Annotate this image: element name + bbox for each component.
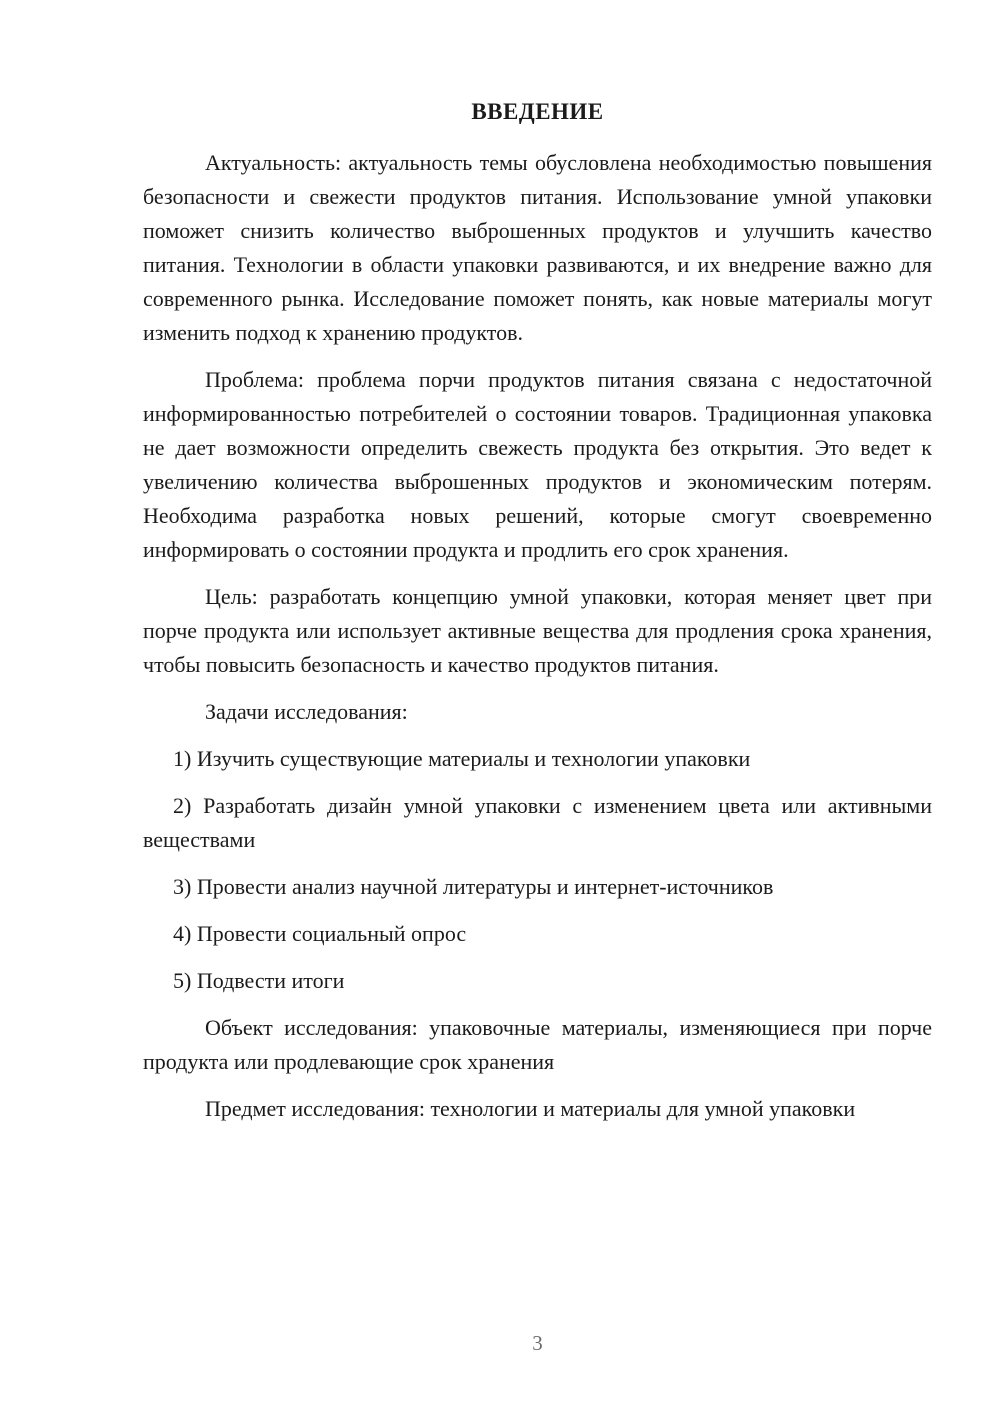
task-item-2: 2) Разработать дизайн умной упаковки с изменением цвета или активными веществами xyxy=(143,793,932,852)
paragraph-research-object: Объект исследования: упаковочные материалы, изменяющиеся при порче продукта или продлевающие срок хранения xyxy=(143,1015,932,1074)
page-number: 3 xyxy=(532,1331,543,1355)
paragraph-problem: Проблема: проблема порчи продуктов питания связана с недостаточной информированностью потребителей о состоянии товаров. Традиционная упаковка не дает возможности определить свежесть продукта без открытия. Это ведет к увеличению количества выброшенных продуктов и экономическим потерям. Необходима разработка новых решений, которые смогут своевременно информировать о состоянии продукта и продлить его срок хранения. xyxy=(143,367,932,562)
section-title: ВВЕДЕНИЕ xyxy=(471,99,604,124)
task-item-4: 4) Провести социальный опрос xyxy=(173,921,467,946)
paragraph-research-subject: Предмет исследования: технологии и материалы для умной упаковки xyxy=(205,1096,856,1121)
paragraph-actuality: Актуальность: актуальность темы обусловлена необходимостью повышения безопасности и свежести продуктов питания. Использование умной упаковки поможет снизить количество выброшенных продуктов и улучшить качество питания. Технологии в области упаковки развиваются, и их внедрение важно для современного рынка. Исследование поможет понять, как новые материалы могут изменить подход к хранению продуктов. xyxy=(143,150,932,345)
task-item-1: 1) Изучить существующие материалы и технологии упаковки xyxy=(173,746,751,771)
tasks-heading: Задачи исследования: xyxy=(205,699,408,724)
task-item-3: 3) Провести анализ научной литературы и интернет-источников xyxy=(173,874,774,899)
page-content xyxy=(143,95,932,1139)
paragraph-goal: Цель: разработать концепцию умной упаковки, которая меняет цвет при порче продукта или использует активные вещества для продления срока хранения, чтобы повысить безопасность и качество продуктов питания. xyxy=(143,584,932,677)
task-item-5: 5) Подвести итоги xyxy=(173,968,345,993)
